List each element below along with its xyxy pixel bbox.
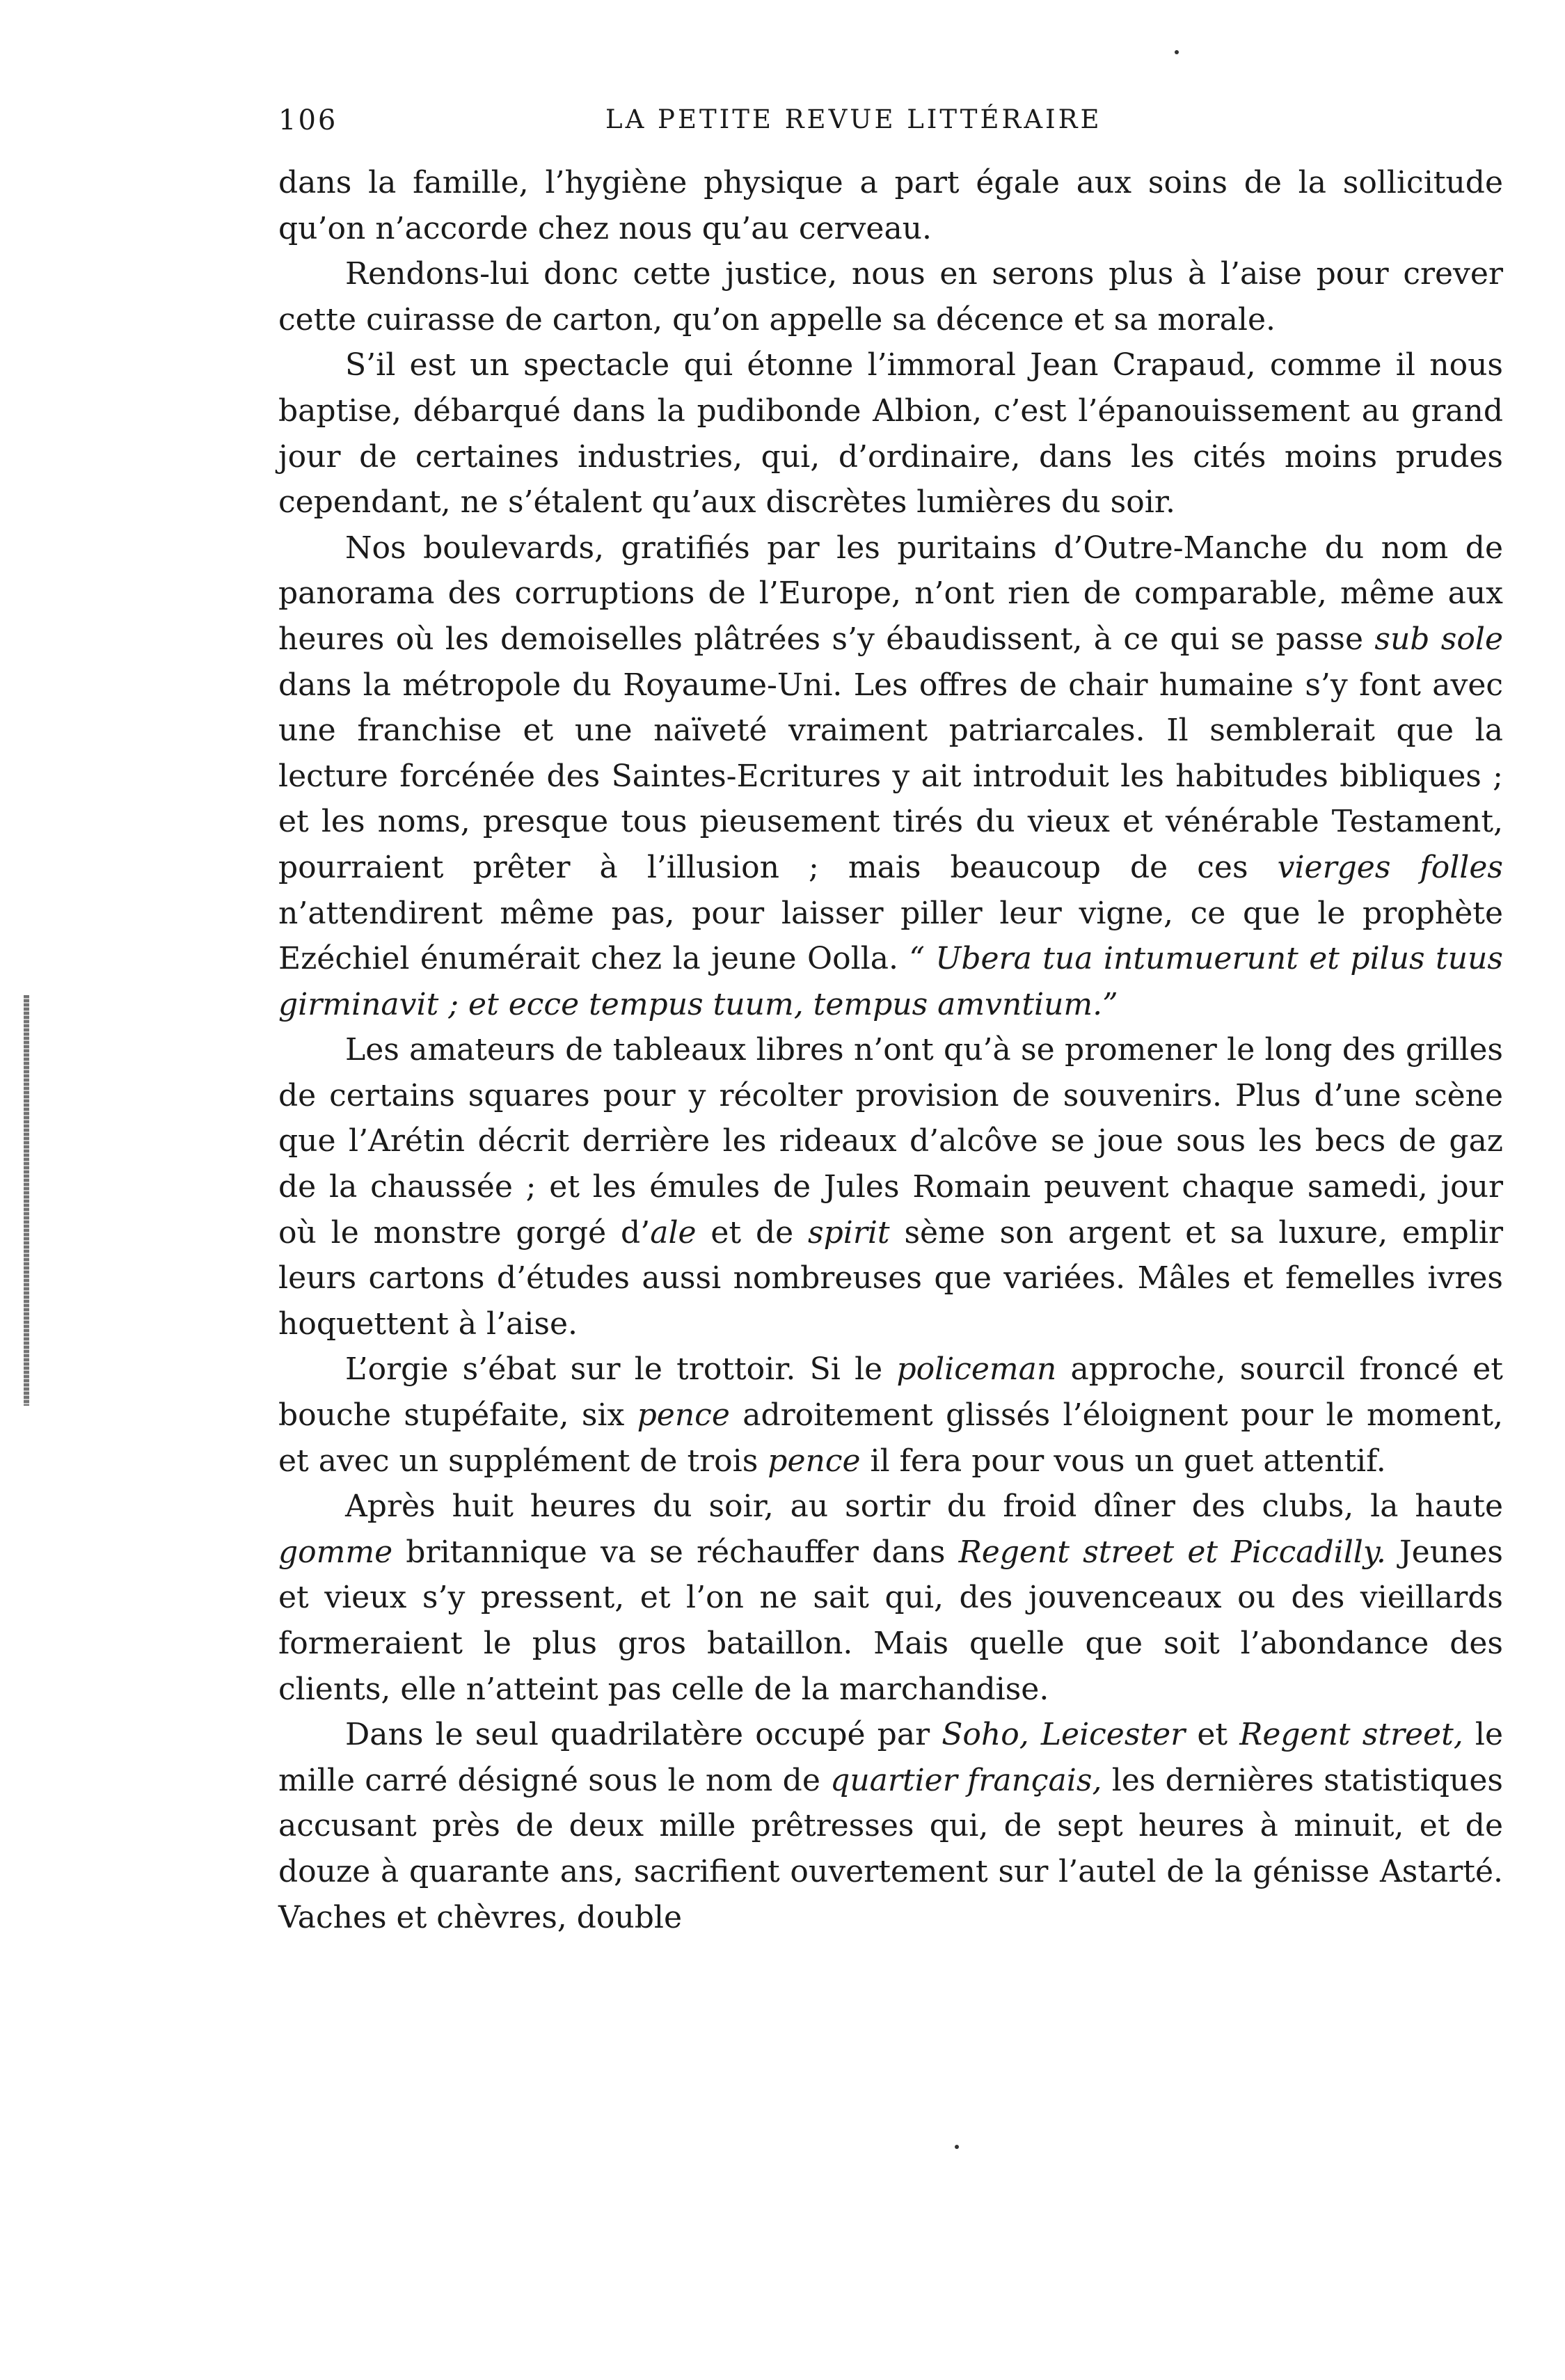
italic-text: vierges folles: [1277, 849, 1503, 885]
paragraph: [278, 1027, 1503, 1347]
paragraph: [278, 525, 1503, 1028]
paragraph: [278, 342, 1503, 525]
scan-speck: [1175, 50, 1179, 54]
italic-text: sub sole: [1374, 621, 1503, 657]
italic-text: ale: [650, 1214, 697, 1251]
running-head: [278, 104, 1503, 160]
paragraph-text: Rendons-lui donc cette justice, nous en serons plus à l’aise pour crever cette cuirasse de carton, qu’on appelle sa décence et sa morale.: [278, 256, 1503, 338]
paragraph-text: et: [1185, 1717, 1240, 1753]
paragraph-text: Après huit heures du soir, au sortir du froid dîner des clubs, la haute: [345, 1489, 1503, 1525]
italic-text: quartier français,: [830, 1762, 1102, 1798]
paragraph-text: et de: [696, 1214, 808, 1251]
journal-title: LA PETITE REVUE LITTÉRAIRE: [605, 104, 1102, 134]
book-page: [278, 104, 1503, 1940]
italic-text: Soho, Leicester: [942, 1717, 1186, 1753]
paragraph: [278, 160, 1503, 251]
paragraph: [278, 251, 1503, 342]
paragraph-text: le mille carré désigné sous le nom de: [278, 1717, 1504, 1798]
paragraph-text: dans la famille, l’hygiène physique a part égale aux soins de la sollicitude qu’on n’accorde chez nous qu’au cerveau.: [278, 165, 1503, 246]
paragraph-text: L’orgie s’ébat sur le trottoir. Si le: [345, 1351, 897, 1388]
italic-text: pence: [637, 1397, 730, 1434]
paragraph-text: n’attendirent même pas, pour laisser piller leur vigne, ce que le prophète Ezéchiel énumérait chez la jeune Oolla.: [278, 895, 1503, 977]
scan-speck: [955, 2145, 959, 2149]
paragraph: [278, 1712, 1503, 1940]
scan-binding-shadow: [24, 995, 29, 1406]
italic-text: Regent street,: [1239, 1717, 1463, 1753]
paragraph-text: dans la métropole du Royaume-Uni. Les offres de chair humaine s’y font avec une franchise et une naïveté vraiment patriarcales. Il semblerait que la lecture forcénée des Saintes-Ecritures y ait introduit les habitudes bibliques ; et les noms, presque tous pieusement tirés du vieux et vénérable Testament, pourraient prêter à l’illusion ; mais beaucoup de ces: [278, 667, 1503, 885]
paragraph-text: sème son argent et sa luxure, emplir leurs cartons d’études aussi nombreuses que variées. Mâles et femelles ivres hoquettent à l’aise.: [278, 1214, 1503, 1342]
paragraph-text: il fera pour vous un guet attentif.: [860, 1443, 1386, 1479]
paragraph-text: approche, sourcil froncé et bouche stupéfaite, six: [278, 1351, 1503, 1434]
paragraph-text: adroitement glissés l’éloignent pour le moment, et avec un supplément de trois: [278, 1397, 1503, 1479]
italic-text: spirit: [808, 1214, 890, 1251]
article-body: [278, 160, 1503, 1940]
paragraph-text: S’il est un spectacle qui étonne l’immoral Jean Crapaud, comme il nous baptise, débarqué dans la pudibonde Albion, c’est l’épanouissement au grand jour de certaines industries, qui, d’ordinaire, dans les cités moins prudes cependant, ne s’étalent qu’aux discrètes lumières du soir.: [278, 347, 1503, 521]
paragraph-text: Jeunes et vieux s’y pressent, et l’on ne sait qui, des jouvenceaux ou des vieillards formeraient le plus gros bataillon. Mais quelle que soit l’abondance des clients, elle n’atteint pas celle de la marchandise.: [278, 1534, 1503, 1707]
paragraph-text: Dans le seul quadrilatère occupé par: [345, 1717, 942, 1753]
page-number: 106: [278, 104, 338, 136]
paragraph-text: Nos boulevards, gratifiés par les puritains d’Outre-Manche du nom de panorama des corruptions de l’Europe, n’ont rien de comparable, même aux heures où les demoiselles plâtrées s’y ébaudissent, à ce qui se passe: [278, 530, 1503, 657]
paragraph: [278, 1347, 1503, 1484]
italic-text: pence: [768, 1443, 861, 1479]
italic-text: policeman: [896, 1351, 1057, 1388]
italic-text: gomme: [278, 1534, 393, 1570]
paragraph: [278, 1484, 1503, 1712]
paragraph-text: britannique va se réchauffer dans: [392, 1534, 959, 1570]
italic-text: “ Ubera tua intumuerunt et pilus tuus girminavit ; et ecce tempus tuum, tempus amvntium.”: [278, 941, 1503, 1022]
paragraph-text: les dernières statistiques accusant près de deux mille prêtresses qui, de sept heures à minuit, et de douze à quarante ans, sacrifient ouvertement sur l’autel de la génisse Astarté. Vaches et chèvres, double: [278, 1762, 1504, 1935]
italic-text: Regent street et Piccadilly.: [958, 1534, 1386, 1570]
paragraph-text: Les amateurs de tableaux libres n’ont qu’à se promener le long des grilles de certains squares pour y récolter provision de souvenirs. Plus d’une scène que l’Arétin décrit derrière les rideaux d’alcôve se joue sous les becs de gaz de la chaussée ; et les émules de Jules Romain peuvent chaque samedi, jour où le monstre gorgé d’: [278, 1032, 1503, 1251]
